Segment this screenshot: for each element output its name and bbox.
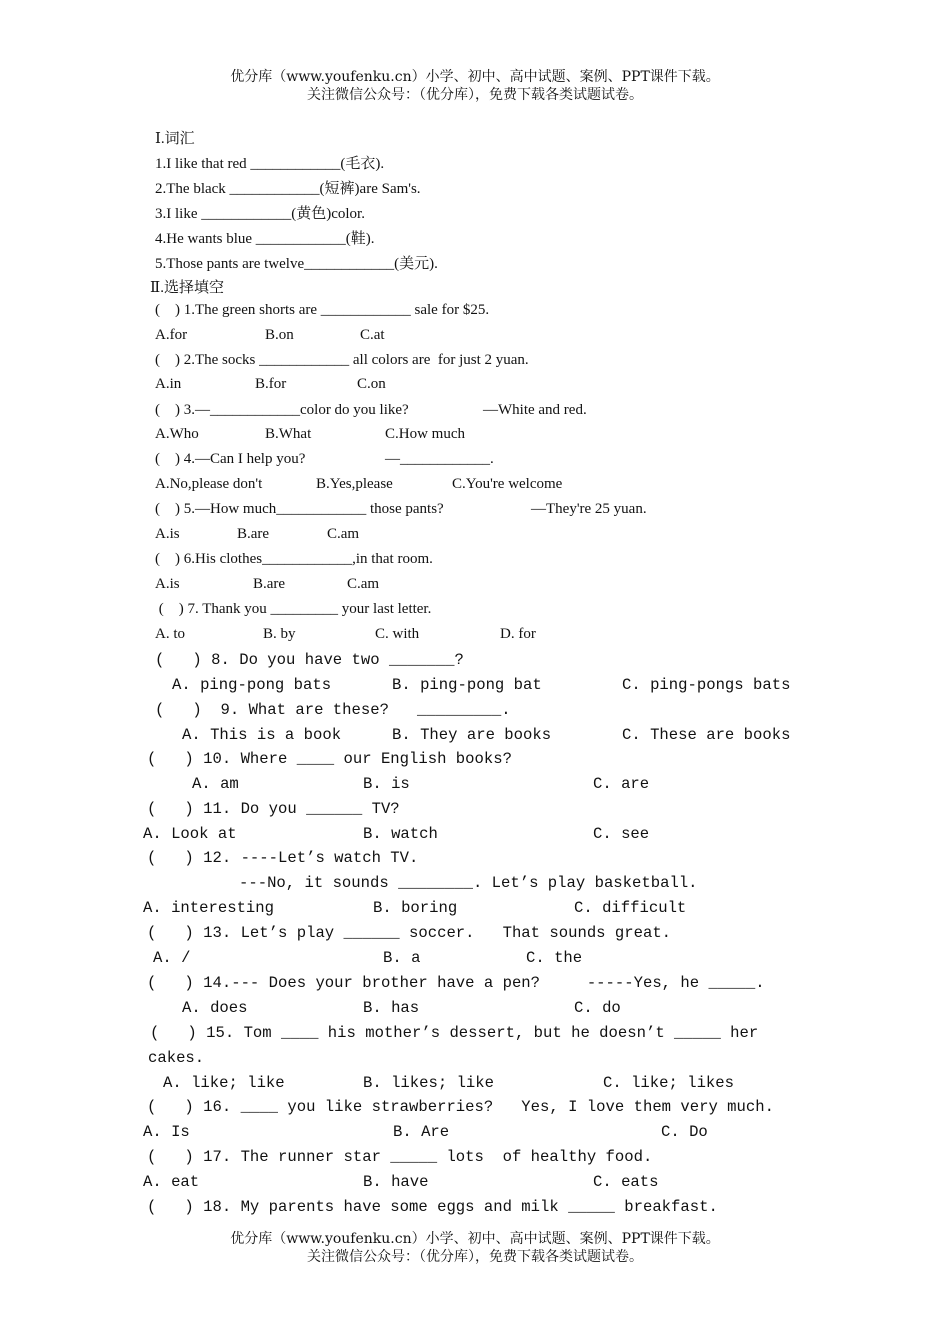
q12-option-b: B. boring: [373, 899, 458, 917]
section1-title: Ⅰ.词汇: [155, 131, 195, 147]
vocab-item-5: 5.Those pants are twelve____________(美元).: [155, 256, 438, 272]
q12-question: ( ) 12. ----Let’s watch TV.: [147, 849, 419, 867]
q2-option-b: B.for: [255, 376, 287, 392]
vocab-item-1: 1.I like that red ____________(毛衣).: [155, 156, 385, 172]
q4-question: ( ) 4.—Can I help you?: [155, 451, 306, 467]
vocab-item-2: 2.The black ____________(短裤)are Sam's.: [155, 181, 421, 197]
q11-question: ( ) 11. Do you ______ TV?: [147, 800, 400, 818]
q9-option-b: B. They are books: [392, 726, 552, 744]
q15-option-a: A. like; like: [163, 1074, 285, 1092]
q15-question-cont: cakes.: [148, 1049, 205, 1067]
q10-option-c: C. are: [593, 775, 650, 793]
vocab-item-3: 3.I like ____________(黄色)color.: [155, 206, 365, 222]
q11-option-b: B. watch: [363, 825, 438, 843]
q14-option-c: C. do: [574, 999, 621, 1017]
q7-option-c: C. with: [375, 626, 420, 642]
q9-question: ( ) 9. What are these? _________.: [155, 701, 511, 719]
q13-option-b: B. a: [383, 949, 421, 967]
q8-question: ( ) 8. Do you have two _______?: [155, 651, 464, 669]
q8-option-b: B. ping-pong bat: [392, 676, 542, 694]
q2-question: ( ) 2.The socks ____________ all colors are for just 2 yuan.: [155, 352, 529, 368]
page-header: [0, 68, 950, 104]
q16-option-b: B. Are: [393, 1123, 450, 1141]
q1-option-b: B.on: [265, 327, 294, 343]
q5-reply: —They're 25 yuan.: [531, 501, 647, 517]
q7-option-d: D. for: [500, 626, 536, 642]
q17-option-b: B. have: [363, 1173, 429, 1191]
q15-question: ( ) 15. Tom ____ his mother’s dessert, but he doesn’t _____ her: [150, 1024, 759, 1042]
q5-option-b: B.are: [237, 526, 270, 542]
q17-option-a: A. eat: [143, 1173, 200, 1191]
q14-question: ( ) 14.--- Does your brother have a pen? -----Yes, he _____.: [147, 974, 765, 992]
q6-option-a: A.is: [155, 576, 180, 592]
page-footer: [0, 1230, 950, 1266]
q10-option-b: B. is: [363, 775, 410, 793]
q7-option-a: A. to: [155, 626, 185, 642]
q9-option-a: A. This is a book: [182, 726, 342, 744]
q5-question: ( ) 5.—How much____________ those pants?: [155, 501, 444, 517]
q5-option-a: A.is: [155, 526, 180, 542]
footer-line-1: 优分库（www.youfenku.cn）小学、初中、高中试题、案例、PPT课件下载。: [230, 1231, 720, 1247]
q14-option-a: A. does: [182, 999, 248, 1017]
q5-option-c: C.am: [327, 526, 360, 542]
header-line-1: 优分库（www.youfenku.cn）小学、初中、高中试题、案例、PPT课件下载。: [230, 69, 720, 85]
q3-option-b: B.What: [265, 426, 312, 442]
q9-option-c: C. These are books: [622, 726, 791, 744]
q12-option-c: C. difficult: [574, 899, 687, 917]
q12-option-a: A. interesting: [143, 899, 275, 917]
q3-option-c: C.How much: [385, 426, 465, 442]
q10-question: ( ) 10. Where ____ our English books?: [147, 750, 512, 768]
q4-option-b: B.Yes,please: [316, 476, 393, 492]
q6-option-b: B.are: [253, 576, 286, 592]
q7-question: ( ) 7. Thank you _________ your last letter.: [155, 601, 432, 617]
q4-option-a: A.No,please don't: [155, 476, 263, 492]
q15-option-b: B. likes; like: [363, 1074, 495, 1092]
q1-question: ( ) 1.The green shorts are ____________ sale for $25.: [155, 302, 490, 318]
q18-question: ( ) 18. My parents have some eggs and milk _____ breakfast.: [147, 1198, 718, 1216]
header-line-2: 关注微信公众号：（优分库），免费下载各类试题试卷。: [307, 87, 643, 103]
q1-option-a: A.for: [155, 327, 188, 343]
q11-option-a: A. Look at: [143, 825, 237, 843]
q3-question: ( ) 3.—____________color do you like?: [155, 402, 409, 418]
q14-option-b: B. has: [363, 999, 420, 1017]
q7-option-b: B. by: [263, 626, 296, 642]
q17-question: ( ) 17. The runner star _____ lots of healthy food.: [147, 1148, 653, 1166]
q2-option-c: C.on: [357, 376, 386, 392]
q1-option-c: C.at: [360, 327, 385, 343]
section2-title: Ⅱ.选择填空: [150, 280, 224, 296]
q16-question: ( ) 16. ____ you like strawberries? Yes, I love them very much.: [147, 1098, 774, 1116]
q8-option-c: C. ping-pongs bats: [622, 676, 791, 694]
q3-reply: —White and red.: [483, 402, 587, 418]
q16-option-a: A. Is: [143, 1123, 190, 1141]
vocab-item-4: 4.He wants blue ____________(鞋).: [155, 231, 375, 247]
q6-question: ( ) 6.His clothes____________,in that room.: [155, 551, 433, 567]
q4-option-c: C.You're welcome: [452, 476, 563, 492]
q16-option-c: C. Do: [661, 1123, 708, 1141]
q10-option-a: A. am: [192, 775, 239, 793]
q4-reply: —____________.: [385, 451, 494, 467]
q2-option-a: A.in: [155, 376, 182, 392]
q11-option-c: C. see: [593, 825, 650, 843]
q15-option-c: C. like; likes: [603, 1074, 735, 1092]
q12-reply: ---No, it sounds ________. Let’s play basketball.: [239, 874, 698, 892]
q13-option-a: A. /: [153, 949, 191, 967]
q3-option-a: A.Who: [155, 426, 199, 442]
q17-option-c: C. eats: [593, 1173, 659, 1191]
q8-option-a: A. ping-pong bats: [172, 676, 332, 694]
footer-line-2: 关注微信公众号：（优分库），免费下载各类试题试卷。: [307, 1249, 643, 1265]
q13-option-c: C. the: [526, 949, 583, 967]
q6-option-c: C.am: [347, 576, 380, 592]
q13-question: ( ) 13. Let’s play ______ soccer. That sounds great.: [147, 924, 672, 942]
